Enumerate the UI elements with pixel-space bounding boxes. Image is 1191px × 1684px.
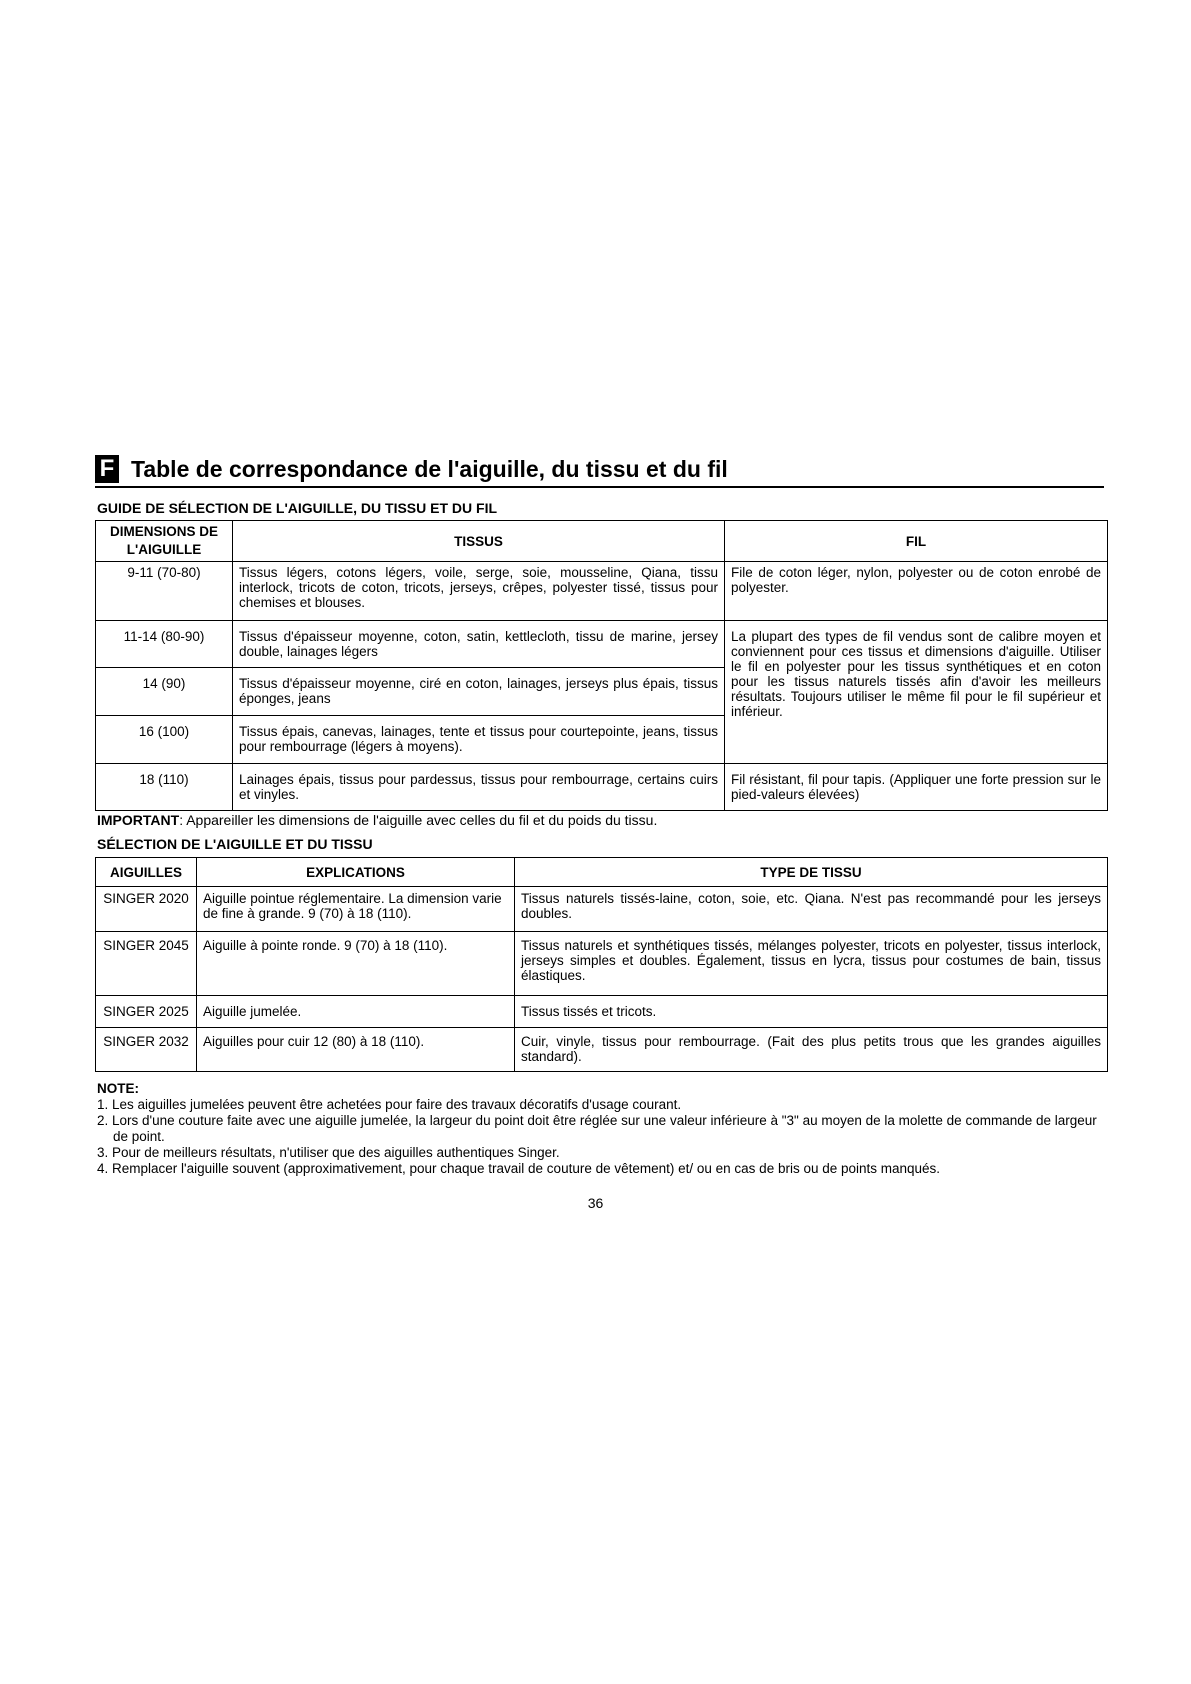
thread-cell: File de coton léger, nylon, polyester ou de coton enrobé de polyester. [725, 562, 1108, 621]
table-row [96, 764, 1108, 811]
fabric-type-cell: Tissus naturels et synthétiques tissés, mélanges polyester, tricots en polyester, tissus interlock, jerseys simples et doubles. Également, tissus en lycra, tissus pour costumes de bain, tissus élastiques. [515, 932, 1108, 996]
table-row [96, 562, 1108, 621]
note-item: 3. Pour de meilleurs résultats, n'utiliser que des aiguilles authentiques Singer. [97, 1145, 560, 1160]
fabric-type-cell: Tissus naturels tissés-laine, coton, soie, etc. Qiana. N'est pas recommandé pour les jerseys doubles. [515, 887, 1108, 932]
important-note [97, 812, 657, 828]
needle-size: 11-14 (80-90) [96, 621, 233, 668]
important-text: : Appareiller les dimensions de l'aiguille avec celles du fil et du poids du tissu. [179, 812, 658, 828]
notes-section [97, 1081, 1107, 1177]
header-tissus: TISSUS [233, 521, 725, 562]
table-row [96, 996, 1108, 1028]
selection-table [95, 857, 1108, 1072]
notes-heading: NOTE: [97, 1081, 139, 1096]
needle-size: 18 (110) [96, 764, 233, 811]
guide-table [95, 520, 1108, 811]
guide-heading: GUIDE DE SÉLECTION DE L'AIGUILLE, DU TISSU ET DU FIL [97, 500, 498, 516]
needle-model: SINGER 2020 [96, 887, 197, 932]
fabric-cell: Tissus d'épaisseur moyenne, coton, satin, kettlecloth, tissu de marine, jersey double, lainages légers [233, 621, 725, 668]
table-row [96, 1028, 1108, 1072]
fabric-cell: Tissus légers, cotons légers, voile, serge, soie, mousseline, Qiana, tissu interlock, tricots de coton, tricots, jerseys, crêpes, polyester tissé, tissus pour chemises et blouses. [233, 562, 725, 621]
section-badge: F [95, 455, 119, 483]
table-row [96, 887, 1108, 932]
needle-size: 9-11 (70-80) [96, 562, 233, 621]
fabric-cell: Tissus épais, canevas, lainages, tente et tissus pour courtepointe, jeans, tissus pour rembourrage (légers à moyens). [233, 716, 725, 764]
thread-cell: La plupart des types de fil vendus sont de calibre moyen et conviennent pour ces tissus et dimensions d'aiguille. Utiliser le fil en polyester pour les tissus synthétiques et en coton pour les tissus naturels tissés afin d'avoir les meilleurs résultats. Toujours utiliser le même fil pour le fil supérieur et inférieur. [725, 621, 1108, 764]
note-item: 4. Remplacer l'aiguille souvent (approximativement, pour chaque travail de couture de vêtement) et/ ou en cas de bris ou de points manqués. [97, 1161, 941, 1176]
important-label: IMPORTANT [97, 812, 180, 828]
page-number: 36 [587, 1195, 604, 1211]
needle-size: 14 (90) [96, 668, 233, 716]
fabric-cell: Lainages épais, tissus pour pardessus, tissus pour rembourrage, certains cuirs et vinyles. [233, 764, 725, 811]
explanation-cell: Aiguille à pointe ronde. 9 (70) à 18 (110). [197, 932, 515, 996]
table-row [96, 932, 1108, 996]
explanation-cell: Aiguille jumelée. [197, 996, 515, 1028]
guide-header-row [96, 521, 1108, 562]
header-fil: FIL [725, 521, 1108, 562]
header-explications: EXPLICATIONS [197, 858, 515, 887]
fabric-cell: Tissus d'épaisseur moyenne, ciré en coton, lainages, jerseys plus épais, tissus éponges, jeans [233, 668, 725, 716]
selection-heading: SÉLECTION DE L'AIGUILLE ET DU TISSU [97, 836, 373, 852]
thread-cell: Fil résistant, fil pour tapis. (Appliquer une forte pression sur le pied-valeurs élevées) [725, 764, 1108, 811]
explanation-cell: Aiguille pointue réglementaire. La dimension varie de fine à grande. 9 (70) à 18 (110). [197, 887, 515, 932]
header-type: TYPE DE TISSU [515, 858, 1108, 887]
page-title: Table de correspondance de l'aiguille, du tissu et du fil [131, 456, 728, 482]
needle-model: SINGER 2045 [96, 932, 197, 996]
needle-size: 16 (100) [96, 716, 233, 764]
explanation-cell: Aiguilles pour cuir 12 (80) à 18 (110). [197, 1028, 515, 1072]
fabric-type-cell: Tissus tissés et tricots. [515, 996, 1108, 1028]
note-item: 1. Les aiguilles jumelées peuvent être achetées pour faire des travaux décoratifs d'usage courant. [97, 1097, 682, 1112]
header-aiguilles: AIGUILLES [96, 858, 197, 887]
selection-header-row [96, 858, 1108, 887]
table-row [96, 621, 1108, 668]
note-item: 2. Lors d'une couture faite avec une aiguille jumelée, la largeur du point doit être réglée sur une valeur inférieure à "3" au moyen de la molette de commande de largeur de point. [97, 1113, 1097, 1144]
needle-model: SINGER 2032 [96, 1028, 197, 1072]
fabric-type-cell: Cuir, vinyle, tissus pour rembourrage. (Fait des plus petits trous que les grandes aiguilles standard). [515, 1028, 1108, 1072]
needle-model: SINGER 2025 [96, 996, 197, 1028]
section-title-bar [95, 454, 1104, 488]
header-dimensions: DIMENSIONS DE L'AIGUILLE [96, 521, 233, 562]
